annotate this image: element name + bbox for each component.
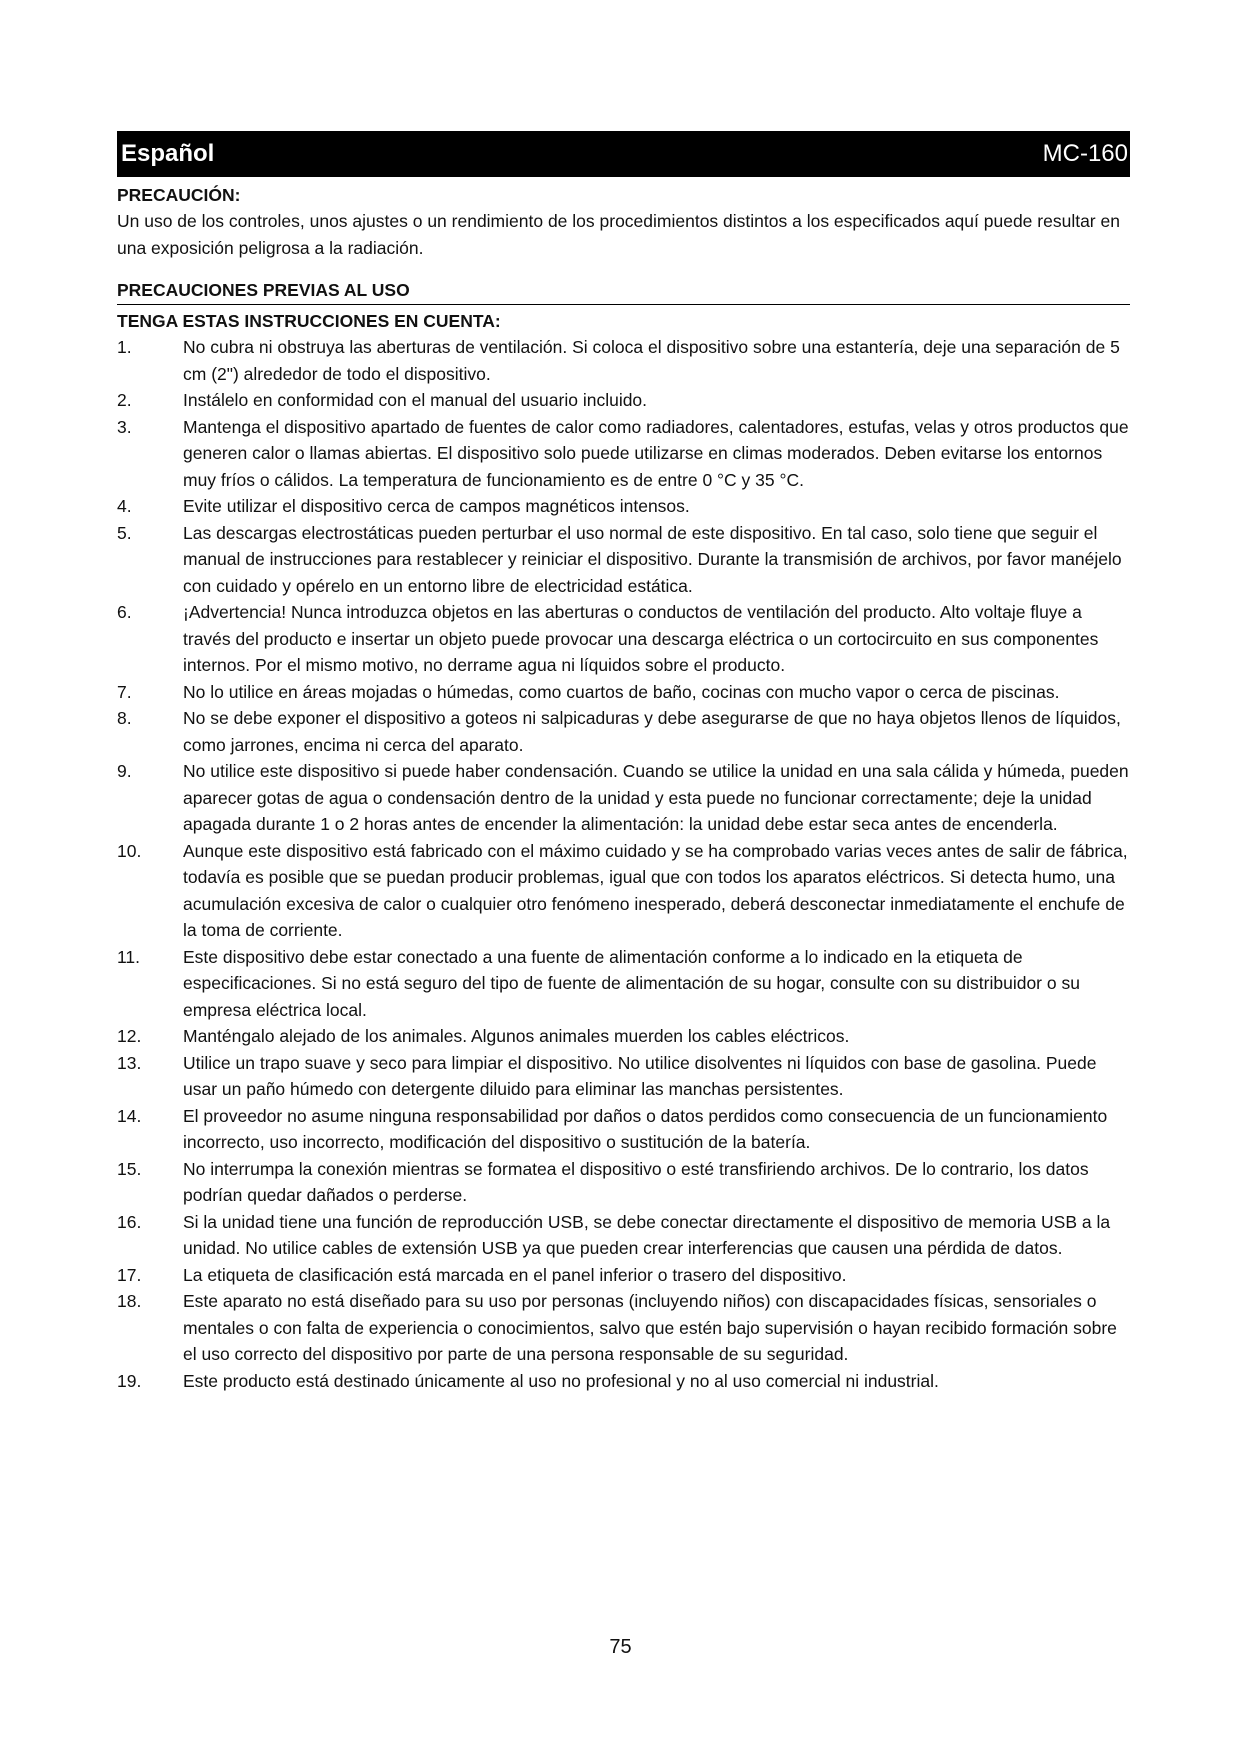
list-item (117, 1023, 1130, 1050)
list-item (117, 387, 1130, 414)
list-item (117, 520, 1130, 600)
item-text: Si la unidad tiene una función de reproducción USB, se debe conectar directamente el dispositivo de memoria USB a la unidad. No utilice cables de extensión USB ya que pueden crear interferencias que causen una pérdida de datos. (183, 1211, 1111, 1258)
caution-title: PRECAUCIÓN: (117, 185, 241, 205)
item-number: 19. (117, 1370, 142, 1391)
item-text: Mantenga el dispositivo apartado de fuentes de calor como radiadores, calentadores, estufas, velas y otros productos que generen calor o llamas abiertas. El dispositivo solo puede utilizarse en climas moderados. Deben evitarse los entornos muy fríos o cálidos. La temperatura de funcionamiento es de entre 0 °C y 35 °C. (183, 416, 1129, 490)
model-label: MC-160 (1042, 140, 1128, 167)
item-number: 13. (117, 1052, 142, 1073)
item-text: No utilice este dispositivo si puede haber condensación. Cuando se utilice la unidad en una sala cálida y húmeda, pueden aparecer gotas de agua o condensación dentro de la unidad y esta puede no funcionar correctamente; deje la unidad apagada durante 1 o 2 horas antes de encender la alimentación: la unidad debe estar seca antes de encenderla. (183, 761, 1129, 834)
item-text: Utilice un trapo suave y seco para limpiar el dispositivo. No utilice disolventes ni líquidos con base de gasolina. Puede usar un paño húmedo con detergente diluido para eliminar las manchas persistentes. (183, 1052, 1097, 1099)
item-number: 4. (117, 496, 132, 516)
item-text: La etiqueta de clasificación está marcada en el panel inferior o trasero del dispositivo. (183, 1264, 847, 1285)
item-number: 6. (117, 602, 132, 622)
item-text: El proveedor no asume ninguna responsabilidad por daños o datos perdidos como consecuencia de un funcionamiento incorrecto, uso incorrecto, modificación del dispositivo o sustitución de la batería. (183, 1105, 1108, 1152)
page-number: 75 (609, 1636, 632, 1658)
item-text: Este aparato no está diseñado para su uso por personas (incluyendo niños) con discapacidades físicas, sensoriales o mentales o con falta de experiencia o conocimientos, salvo que estén bajo supervisión o hayan recibido formación sobre el uso correcto del dispositivo por parte de una persona responsable de su seguridad. (183, 1291, 1117, 1364)
item-number: 11. (117, 946, 141, 967)
item-number: 9. (117, 761, 132, 781)
item-text: Instálelo en conformidad con el manual del usuario incluido. (183, 390, 648, 410)
item-number: 12. (117, 1026, 142, 1046)
list-item (117, 1050, 1130, 1103)
item-text: ¡Advertencia! Nunca introduzca objetos en las aberturas o conductos de ventilación del producto. Alto voltaje fluye a través del producto e insertar un objeto puede provocar una descarga eléctrica o un cortocircuito en sus componentes internos. Por el mismo motivo, no derrame agua ni líquidos sobre el producto. (183, 602, 1099, 675)
item-number: 5. (117, 522, 132, 543)
item-text: Este producto está destinado únicamente al uso no profesional y no al uso comercial ni industrial. (183, 1370, 939, 1391)
list-item (117, 705, 1130, 758)
item-number: 2. (117, 390, 132, 410)
list-item (117, 1156, 1130, 1209)
language-label: Español (121, 140, 215, 167)
precautions-list (117, 334, 1130, 1394)
manual-page (117, 131, 1130, 1394)
list-item (117, 599, 1130, 679)
list-item (117, 758, 1130, 838)
item-number: 8. (117, 708, 132, 728)
list-item (117, 679, 1130, 706)
header-bar (117, 131, 1130, 177)
item-text: Manténgalo alejado de los animales. Algunos animales muerden los cables eléctricos. (183, 1026, 850, 1046)
caution-text: Un uso de los controles, unos ajustes o un rendimiento de los procedimientos distintos a los especificados aquí puede resultar en una exposición peligrosa a la radiación. (117, 211, 1120, 258)
item-number: 16. (117, 1211, 142, 1232)
list-item (117, 334, 1130, 387)
precautions-title: PRECAUCIONES PREVIAS AL USO (117, 277, 1130, 305)
list-item (117, 944, 1130, 1024)
list-item (117, 1288, 1130, 1368)
list-item (117, 1262, 1130, 1289)
item-text: No cubra ni obstruya las aberturas de ventilación. Si coloca el dispositivo sobre una estantería, deje una separación de 5 cm (2") alrededor de todo el dispositivo. (183, 337, 1120, 384)
list-item (117, 493, 1130, 520)
list-item (117, 1103, 1130, 1156)
item-number: 18. (117, 1291, 142, 1311)
item-text: Aunque este dispositivo está fabricado con el máximo cuidado y se ha comprobado varias veces antes de salir de fábrica, todavía es posible que se puedan producir problemas, igual que con todos los aparatos eléctricos. Si detecta humo, una acumulación excesiva de calor o cualquier otro fenómeno inesperado, deberá desconectar inmediatamente el enchufe de la toma de corriente. (183, 840, 1128, 940)
item-text: Las descargas electrostáticas pueden perturbar el uso normal de este dispositivo. En tal caso, solo tiene que seguir el manual de instrucciones para restablecer y reiniciar el dispositivo. Durante la transmisión de archivos, por favor manéjelo con cuidado y opérelo en un entorno libre de electricidad estática. (183, 522, 1122, 596)
list-item (117, 1209, 1130, 1262)
item-number: 15. (117, 1158, 142, 1179)
item-number: 14. (117, 1105, 142, 1126)
precautions-subtitle: TENGA ESTAS INSTRUCCIONES EN CUENTA: (117, 311, 501, 331)
item-text: Este dispositivo debe estar conectado a una fuente de alimentación conforme a lo indicado en la etiqueta de especificaciones. Si no está seguro del tipo de fuente de alimentación de su hogar, consulte con su distribuidor o su empresa eléctrica local. (183, 946, 1080, 1020)
item-number: 7. (117, 681, 132, 702)
item-text: No se debe exponer el dispositivo a goteos ni salpicaduras y debe asegurarse de que no haya objetos llenos de líquidos, como jarrones, encima ni cerca del aparato. (183, 708, 1121, 755)
item-number: 10. (117, 840, 142, 861)
list-item (117, 414, 1130, 494)
item-text: No lo utilice en áreas mojadas o húmedas, como cuartos de baño, cocinas con mucho vapor o cerca de piscinas. (183, 681, 1060, 702)
item-number: 1. (117, 337, 132, 357)
item-text: Evite utilizar el dispositivo cerca de campos magnéticos intensos. (183, 496, 690, 516)
list-item (117, 838, 1130, 944)
item-number: 17. (117, 1264, 142, 1285)
item-text: No interrumpa la conexión mientras se formatea el dispositivo o esté transfiriendo archivos. De lo contrario, los datos podrían quedar dañados o perderse. (183, 1158, 1089, 1205)
list-item (117, 1368, 1130, 1395)
item-number: 3. (117, 416, 132, 437)
